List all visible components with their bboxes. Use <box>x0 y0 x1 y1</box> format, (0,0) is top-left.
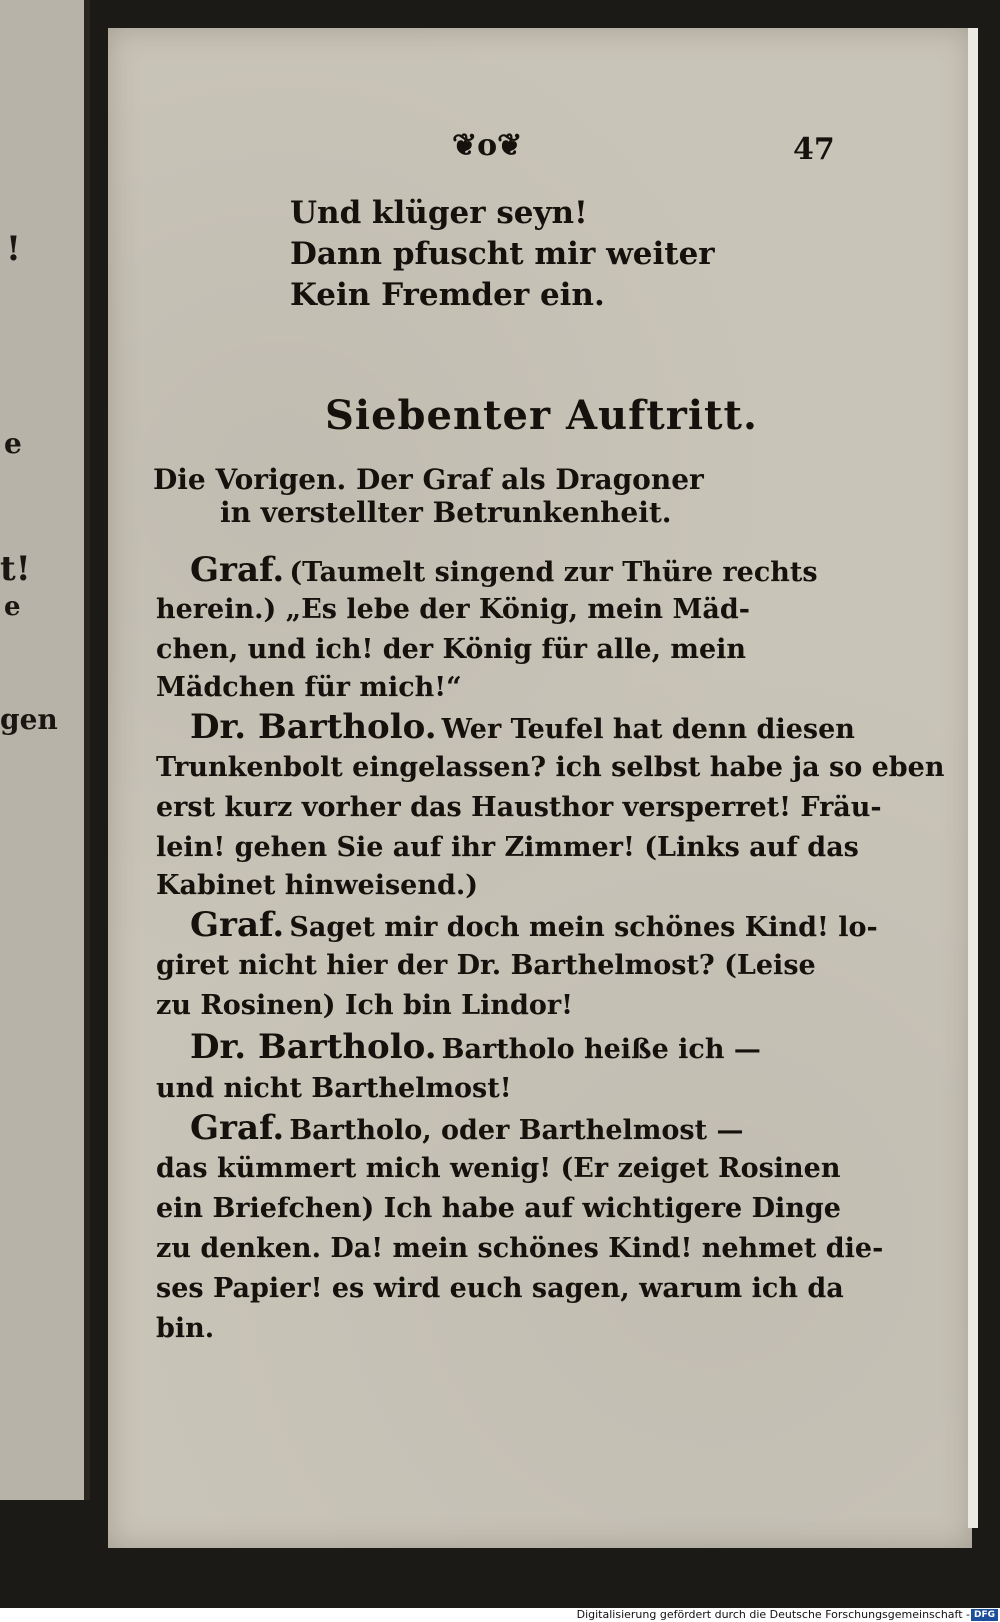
speech-line <box>190 1027 761 1067</box>
speech-line: erst kurz vorher das Hausthor versperret! Fräu- <box>156 792 882 823</box>
speech-line <box>190 707 855 747</box>
verse-line: Dann pfuscht mir weiter <box>290 236 715 272</box>
speech-line: und nicht Barthelmost! <box>156 1073 512 1104</box>
speech-line <box>190 550 818 590</box>
speech-line: giret nicht hier der Dr. Barthelmost? (Leise <box>156 950 816 981</box>
left-fragment: ! <box>6 229 21 269</box>
speech-line: zu Rosinen) Ich bin Lindor! <box>156 990 573 1021</box>
speech-text: (Taumelt singend zur Thüre rechts <box>289 557 818 588</box>
footer-bar <box>0 1608 1000 1622</box>
speech-line: ein Briefchen) Ich habe auf wichtigere Dinge <box>156 1193 841 1224</box>
speech-line: chen, und ich! der König für alle, mein <box>156 634 747 665</box>
stage-direction-line: Die Vorigen. Der Graf als Dragoner <box>153 463 704 496</box>
page-edge <box>968 28 978 1528</box>
speech-line: Mädchen für mich!“ <box>156 672 462 703</box>
speaker-name: Graf. <box>190 550 285 590</box>
speech-text: Bartholo, oder Barthelmost — <box>289 1115 744 1146</box>
left-fragment: e <box>4 592 21 622</box>
left-page-edge <box>0 0 90 1500</box>
speech-line: Trunkenbolt eingelassen? ich selbst habe ja so eben <box>156 752 945 783</box>
speech-text: Saget mir doch mein schönes Kind! lo- <box>289 912 878 943</box>
speaker-name: Dr. Bartholo. <box>190 707 437 747</box>
verse-line: Und klüger seyn! <box>290 195 588 231</box>
speaker-name: Dr. Bartholo. <box>190 1027 437 1067</box>
speech-line <box>190 1108 743 1148</box>
speech-line: Kabinet hinweisend.) <box>156 870 479 901</box>
speech-line: bin. <box>156 1313 215 1344</box>
header-ornament: ❦o❦ <box>452 128 523 163</box>
speech-text: Wer Teufel hat denn diesen <box>441 714 855 745</box>
dfg-logo: DFG <box>971 1609 998 1621</box>
speech-line: das kümmert mich wenig! (Er zeiget Rosinen <box>156 1153 841 1184</box>
speech-line: ses Papier! es wird euch sagen, warum ich da <box>156 1273 844 1304</box>
speaker-name: Graf. <box>190 905 285 945</box>
scene-heading: Siebenter Auftritt. <box>325 392 758 439</box>
page-number: 47 <box>793 132 835 167</box>
speech-line: herein.) „Es lebe der König, mein Mäd- <box>156 594 750 625</box>
speech-line: zu denken. Da! mein schönes Kind! nehmet die- <box>156 1233 884 1264</box>
speaker-name: Graf. <box>190 1108 285 1148</box>
left-fragment: gen <box>0 703 58 736</box>
left-fragment: e <box>4 427 22 460</box>
footer-credit: Digitalisierung gefördert durch die Deutsche Forschungsgemeinschaft - <box>576 1608 970 1621</box>
speech-line <box>190 905 878 945</box>
left-fragment: t! <box>0 549 31 589</box>
stage-direction-line: in verstellter Betrunkenheit. <box>220 496 672 529</box>
speech-line: lein! gehen Sie auf ihr Zimmer! (Links auf das <box>156 832 859 863</box>
speech-text: Bartholo heiße ich — <box>441 1034 761 1065</box>
verse-line: Kein Fremder ein. <box>290 277 605 313</box>
